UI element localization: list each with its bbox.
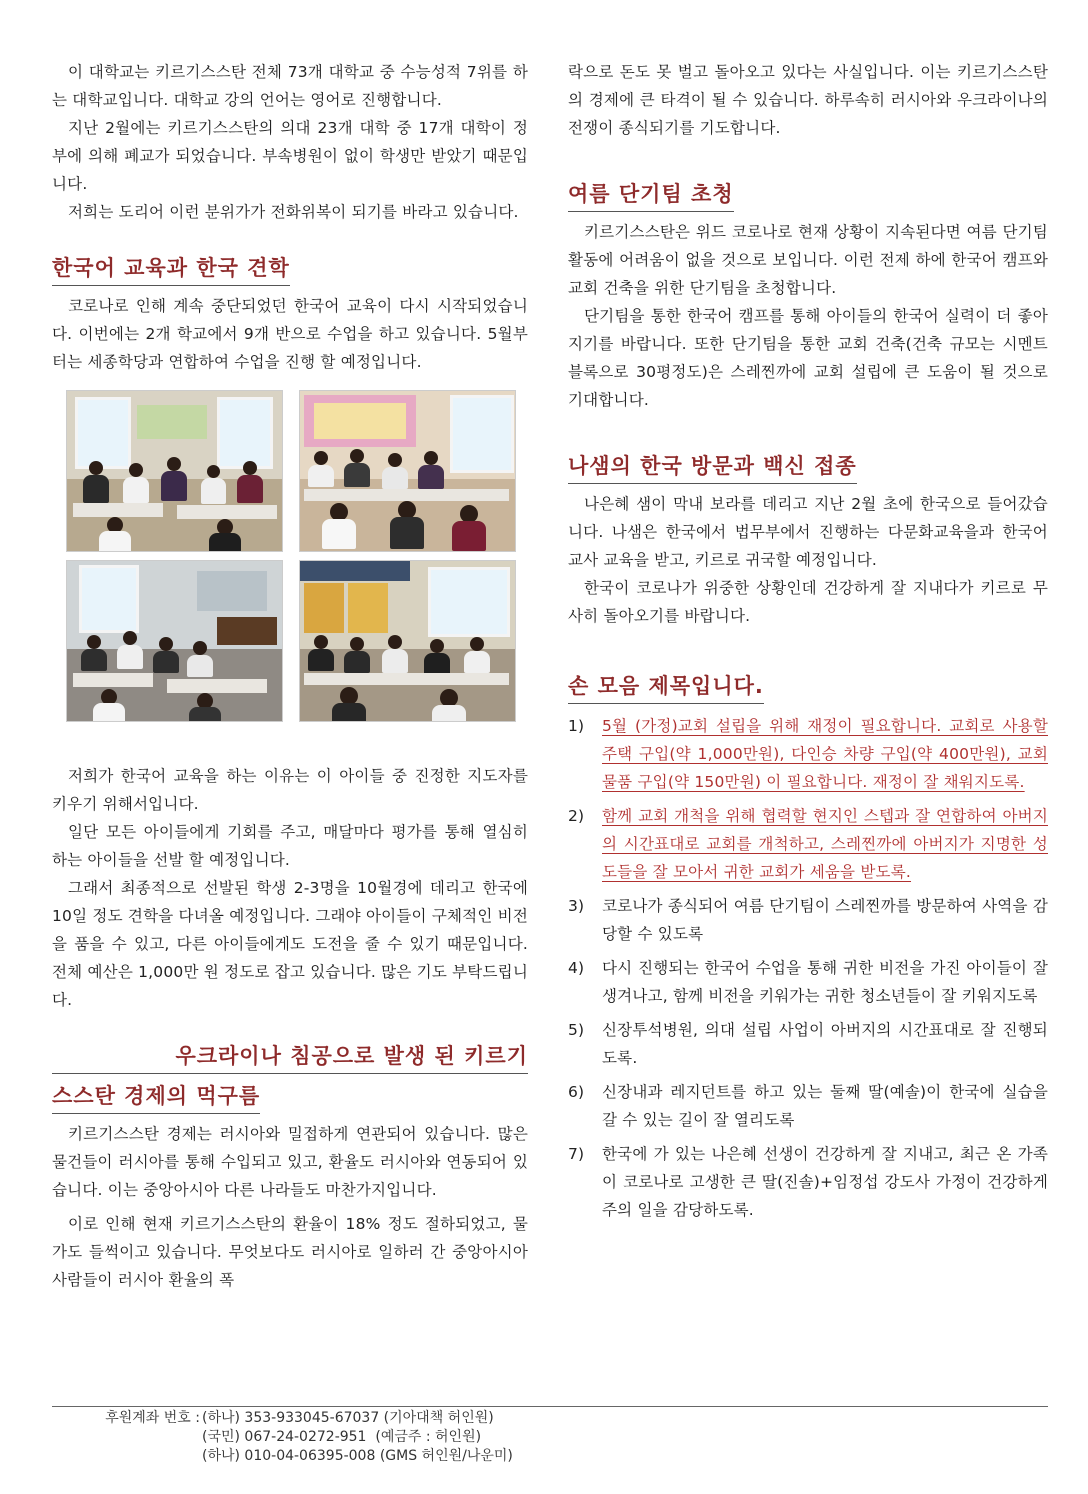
prayer-item-number: 6) [568,1083,585,1101]
footer-account: (하나) 010-04-06395-008 (GMS 허인원/나운미) [202,1448,513,1464]
prayer-item-text: 다시 진행되는 한국어 수업을 통해 귀한 비전을 가진 아이들이 잘 생겨나고, 함께 비전을 키워가는 귀한 청소년들이 잘 키워지도록 [602,959,1048,1005]
visit-title: 나샘의 한국 방문과 백신 접종 [568,450,857,484]
economy-section [52,1120,528,1294]
economy-heading-wrap [52,1040,528,1114]
korean-edu-paragraph: 그래서 최종적으로 선발된 학생 2-3명을 10월경에 데리고 한국에 10일 정도 견학을 다녀올 예정입니다. 그래야 아이들이 구체적인 비전을 품을 수 있고, 다른 아이들에게도 도전을 줄 수 있기 때문입니다. 전체 예산은 1,000만 원 정도로 잡고 있습니다. 많은 기도 부탁드립니다. [52,879,528,1009]
prayer-item-text: 신장내과 레지던트를 하고 있는 둘째 딸(예솔)이 한국에 실습을 갈 수 있는 길이 잘 열리도록 [602,1083,1048,1129]
korean-edu-paragraph: 저희가 한국어 교육을 하는 이유는 이 아이들 중 진정한 지도자를 키우기 위해서입니다. [52,767,528,813]
korean-edu-heading-wrap [52,252,528,286]
prayer-item-text: 한국에 가 있는 나은혜 선생이 건강하게 잘 지내고, 최근 온 가족이 코로나로 고생한 큰 딸(진솔)+임정섭 강도사 가정이 건강하게 주의 일을 감당하도록. [602,1145,1048,1219]
prayer-item-text: 코로나가 종식되어 여름 단기팀이 스레찐까를 방문하여 사역을 감당할 수 있도록 [602,897,1048,943]
prayer-item-number: 4) [568,959,585,977]
right-column [568,58,1048,1230]
summer-paragraph: 단기팀을 통한 한국어 캠프를 통해 아이들의 한국어 실력이 더 좋아지기를 바랍니다. 또한 단기팀을 통한 교회 건축(건축 규모는 시멘트 블록으로 30평정도)은 스레찐까에 교회 설립에 큰 도움이 될 것으로 기대합니다. [568,307,1048,409]
korean-edu-after-photos [52,762,528,1014]
footer-account: (국민) 067-24-0272-951 (예금주 : 허인원) [202,1429,482,1445]
classroom-photo-3 [66,560,283,722]
visit-paragraph: 나은혜 샘이 막내 보라를 데리고 지난 2월 초에 한국으로 들어갔습니다. 나샘은 한국에서 법무부에서 진행하는 다문화교육을과 한국어 교사 교육을 받고, 키르로 귀국할 예정입니다. [568,495,1048,569]
prayer-item-text: 함께 교회 개척을 위해 협력할 현지인 스텝과 잘 연합하여 아버지의 시간표대로 교회를 개척하고, 스레찐까에 아버지가 지명한 성도들을 잘 모아서 귀한 교회가 세움을 받도록. [602,807,1048,881]
korean-edu-paragraph: 코로나로 인해 계속 중단되었던 한국어 교육이 다시 시작되었습니다. 이번에는 2개 학교에서 9개 반으로 수업을 하고 있습니다. 5월부터는 세종학당과 연합하여 수업을 진행 할 예정입니다. [52,297,528,371]
prayer-item-number: 1) [568,717,585,735]
prayer-item-number: 7) [568,1145,585,1163]
economy-title-line1: 우크라이나 침공으로 발생 된 키르기 [175,1044,528,1068]
visit-paragraph: 한국이 코로나가 위중한 상황인데 건강하게 잘 지내다가 키르로 무사히 돌아오기를 바랍니다. [568,579,1048,625]
classroom-photo-grid [66,390,516,748]
prayer-item [568,802,1048,886]
prayer-item-number: 3) [568,897,585,915]
visit-heading-wrap [568,450,1048,484]
prayer-list [568,712,1048,1224]
intro-section [52,58,528,226]
summer-heading-wrap [568,178,1048,212]
summer-paragraph: 키르기스스탄은 위드 코로나로 현재 상황이 지속된다면 여름 단기팀 활동에 어려움이 없을 것으로 보입니다. 이런 전제 하에 한국어 캠프와 교회 건축을 위한 단기팀을 초청합니다. [568,223,1048,297]
prayer-item [568,892,1048,948]
economy-paragraph: 키르기스스탄 경제는 러시아와 밀접하게 연관되어 있습니다. 많은 물건들이 러시아를 통해 수입되고 있고, 환율도 러시아와 연동되어 있습니다. 이는 중앙아시아 다른 나라들도 마찬가지입니다. [52,1125,528,1199]
prayer-item [568,1016,1048,1072]
intro-paragraph: 지난 2월에는 키르기스스탄의 의대 23개 대학 중 17개 대학이 정부에 의해 폐교가 되었습니다. 부속병원이 없이 학생만 받았기 때문입니다. [52,119,528,193]
prayer-item-text: 신장투석병원, 의대 설립 사업이 아버지의 시간표대로 잘 진행되도록. [602,1021,1048,1067]
footer-account-row [52,1447,1048,1466]
footer-label: 후원계좌 번호 : [105,1410,200,1426]
intro-paragraph: 저희는 도리어 이런 분위가가 전화위복이 되기를 바라고 있습니다. [68,203,519,221]
left-column [52,58,528,1294]
korean-edu-title: 한국어 교육과 한국 견학 [52,252,290,286]
korean-edu-paragraph: 일단 모든 아이들에게 기회를 주고, 매달마다 평가를 통해 열심히 하는 아이들을 선발 할 예정입니다. [52,823,528,869]
prayer-item [568,954,1048,1010]
footer-account-row [52,1428,1048,1447]
classroom-photo-1 [66,390,283,552]
classroom-photo-2 [299,390,516,552]
footer-account: (하나) 353-933045-67037 (기아대책 허인원) [202,1410,494,1426]
prayer-item-text: 5월 (가정)교회 설립을 위해 재정이 필요합니다. 교회로 사용할 주택 구입(약 1,000만원), 다인승 차량 구입(약 400만원), 교회 물품 구입(약 150만원) 이 필요합니다. 재정이 잘 채워지도록. [602,717,1048,791]
intro-paragraph: 이 대학교는 키르기스스탄 전체 73개 대학교 중 수능성적 7위를 하는 대학교입니다. 대학교 강의 언어는 영어로 진행합니다. [52,63,528,109]
prayer-item-number: 2) [568,807,585,825]
footer-account-row [52,1409,1048,1428]
prayer-heading-wrap [568,670,1048,704]
prayer-title: 손 모음 제목입니다. [568,670,764,704]
prayer-item [568,1140,1048,1224]
prayer-item [568,1078,1048,1134]
economy-paragraph: 이로 인해 현재 키르기스스탄의 환율이 18% 정도 절하되었고, 물가도 들썩이고 있습니다. 무엇보다도 러시아로 일하러 간 중앙아시아 사람들이 러시아 환율의 폭 [52,1215,528,1289]
classroom-photo-4 [299,560,516,722]
economy-title-line2: 스스탄 경제의 먹구름 [52,1080,260,1114]
prayer-item [568,712,1048,796]
donation-footer [52,1406,1048,1466]
summer-title: 여름 단기팀 초청 [568,178,734,212]
economy-continued-paragraph: 락으로 돈도 못 벌고 돌아오고 있다는 사실입니다. 이는 키르기스스탄의 경제에 큰 타격이 될 수 있습니다. 하루속히 러시아와 우크라이나의 전쟁이 종식되기를 기도합니다. [568,63,1048,137]
prayer-item-number: 5) [568,1021,585,1039]
